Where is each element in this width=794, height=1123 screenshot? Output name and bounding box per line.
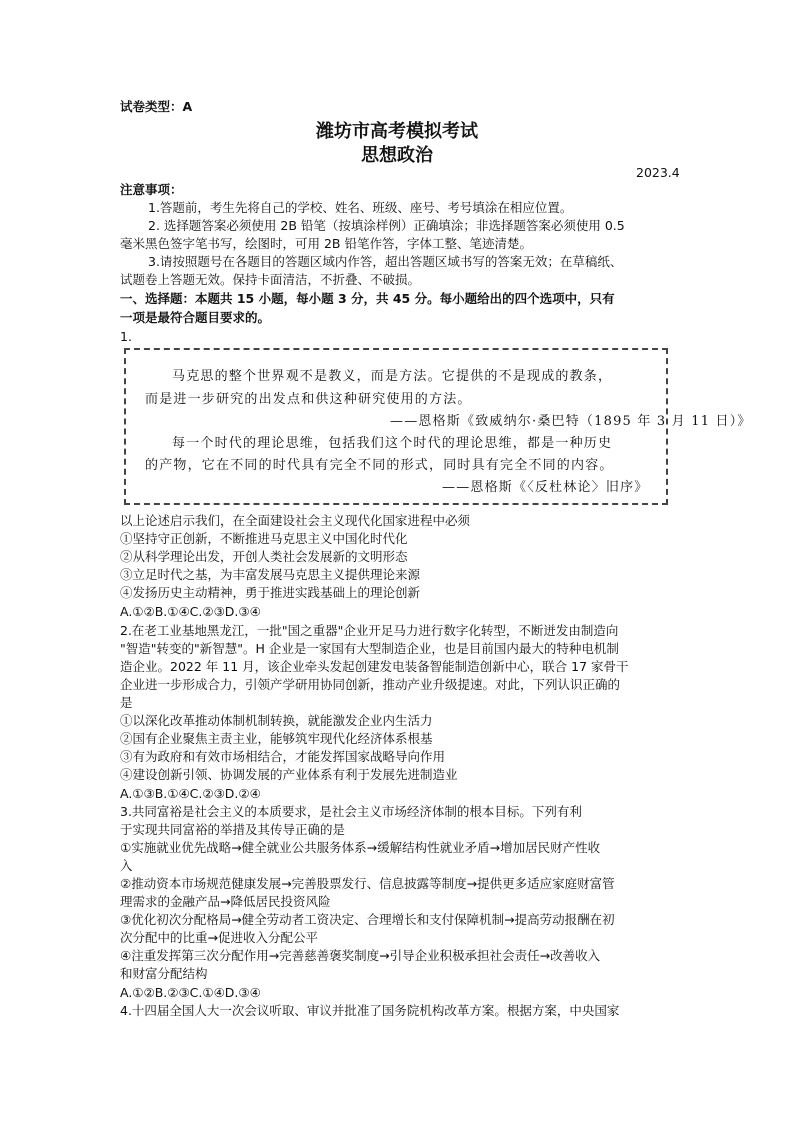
note-2b: 毫米黑色签字笔书写，绘图时，可用 2B 铅笔作答，字体工整、笔迹清楚。 xyxy=(120,236,532,251)
q2-option-4: ④建设创新引领、协调发展的产业体系有利于发展先进制造业 xyxy=(120,767,458,782)
q3-option-3b: 次分配中的比重→促进收入分配公平 xyxy=(120,930,318,945)
q1-quote2-line1: 每一个时代的理论思维，包括我们这个时代的理论思维，都是一种历史 xyxy=(172,436,613,451)
q1-quote1-source: ——恩格斯《致威纳尔·桑巴特（1895 年 3 月 11 日）》 xyxy=(390,414,752,429)
q3-line2: 于实现共同富裕的举措及其传导正确的是 xyxy=(120,822,346,837)
q2-choices: A.①③B.①④C.②③D.②④ xyxy=(120,786,261,801)
q1-quote1-line2: 而是进一步研究的出发点和供这种研究使用的方法。 xyxy=(145,392,472,407)
q1-choices: A.①②B.①④C.②③D.③④ xyxy=(120,604,261,619)
q3-choices: A.①②B.②③C.①④D.③④ xyxy=(120,985,261,1000)
q2-option-3: ③有为政府和有效市场相结合，才能发挥国家战略导向作用 xyxy=(120,749,446,764)
note-3b: 试题卷上答题无效。保持卡面清洁，不折叠、不破损。 xyxy=(120,272,421,287)
q1-option-4: ④发扬历史主动精神，勇于推进实践基础上的理论创新 xyxy=(120,585,421,600)
q2-line1: 2.在老工业基地黑龙江，一批"国之重器"企业开足马力进行数字化转型，不断迸发由制造向 xyxy=(120,623,619,638)
q2-line2: "智造"转变的"新智慧"。H 企业是一家国有大型制造企业，也是目前国内最大的特种电机制 xyxy=(120,641,619,656)
q3-option-2a: ②推动资本市场规范健康发展→完善股票发行、信息披露等制度→提供更多适应家庭财富管 xyxy=(120,876,615,891)
subject-title: 思想政治 xyxy=(361,145,433,166)
q1-option-2: ②从科学理论出发，开创人类社会发展新的文明形态 xyxy=(120,549,408,564)
q3-option-1a: ①实施就业优先战略→健全就业公共服务体系→缓解结构性就业矛盾→增加居民财产性收 xyxy=(120,840,601,855)
q1-quote2-source: ——恩格斯《〈反杜林论〉旧序》 xyxy=(442,480,649,495)
exam-title: 潍坊市高考模拟考试 xyxy=(316,121,478,142)
q1-number: 1. xyxy=(120,329,132,344)
q2-line3: 造企业。2022 年 11 月，该企业牵头发起创建发电装备智能制造创新中心，联合 17 家骨干 xyxy=(120,659,629,674)
q2-line4: 企业进一步形成合力，引领产学研用协同创新，推动产业升级提速。对此，下列认识正确的 xyxy=(120,677,621,692)
note-1: 1.答题前，考生先将自己的学校、姓名、班级、座号、考号填涂在相应位置。 xyxy=(148,200,573,215)
notes-heading: 注意事项： xyxy=(120,182,183,197)
q1-option-3: ③立足时代之基，为丰富发展马克思主义提供理论来源 xyxy=(120,567,421,582)
q3-option-4a: ④注重发挥第三次分配作用→完善慈善褒奖制度→引导企业积极承担社会责任→改善收入 xyxy=(120,948,601,963)
q3-line1: 3.共同富裕是社会主义的本质要求，是社会主义市场经济体制的根本目标。下列有利 xyxy=(120,804,582,819)
note-3a: 3.请按照题号在各题目的答题区域内作答，超出答题区域书写的答案无效；在草稿纸、 xyxy=(148,254,623,269)
q1-quote1-line1: 马克思的整个世界观不是教义，而是方法。它提供的不是现成的教条， xyxy=(172,369,613,384)
q3-option-1b: 入 xyxy=(120,858,133,873)
q1-option-1: ①坚持守正创新，不断推进马克思主义中国化时代化 xyxy=(120,531,408,546)
q3-option-4b: 和财富分配结构 xyxy=(120,966,208,981)
q2-line5: 是 xyxy=(120,695,133,710)
section-heading-line2: 一项是最符合题目要求的。 xyxy=(120,310,271,325)
q3-option-2b: 理需求的金融产品→降低居民投资风险 xyxy=(120,894,331,909)
paper-type: 试卷类型：A xyxy=(120,99,193,114)
q1-stem: 以上论述启示我们，在全面建设社会主义现代化国家进程中必须 xyxy=(120,513,471,528)
q4-line1: 4.十四届全国人大一次会议听取、审议并批准了国务院机构改革方案。根据方案，中央国家 xyxy=(120,1003,620,1018)
q1-quote2-line2: 的产物，它在不同的时代具有完全不同的形式，同时具有完全不同的内容。 xyxy=(145,458,614,473)
q3-option-3a: ③优化初次分配格局→健全劳动者工资决定、合理增长和支付保障机制→提高劳动报酬在初 xyxy=(120,912,615,927)
q2-option-1: ①以深化改革推动体制机制转换，就能激发企业内生活力 xyxy=(120,713,433,728)
exam-date: 2023.4 xyxy=(636,165,680,180)
note-2a: 2. 选择题答案必须使用 2B 铅笔（按填涂样例）正确填涂；非选择题答案必须使用 0.5 xyxy=(148,218,625,233)
q2-option-2: ②国有企业聚焦主责主业，能够筑牢现代化经济体系根基 xyxy=(120,731,433,746)
section-heading-line1: 一、选择题：本题共 15 小题，每小题 3 分，共 45 分。每小题给出的四个选项中，只有 xyxy=(120,291,615,306)
